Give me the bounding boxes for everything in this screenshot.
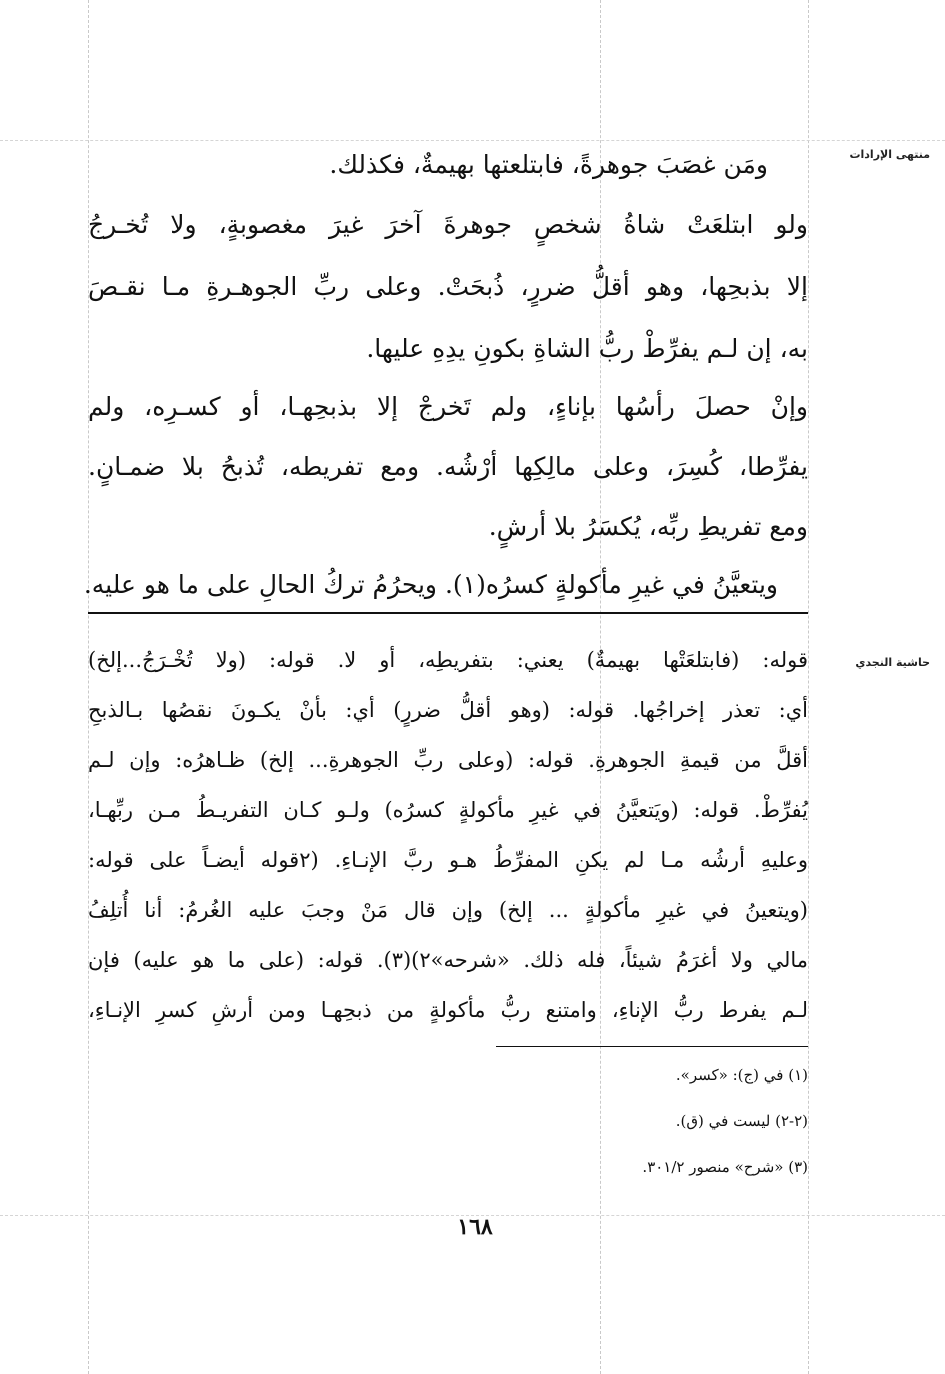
main-line: ومع تفريطِ ربِّه، يُكسَرُ بلا أرشٍ. xyxy=(488,512,808,541)
main-line: إلا بذبحِها، وهو أقلُّ ضررٍ، ذُبحَتْ. وعلى ربِّ الجوهـرةِ مـا نقـصَ xyxy=(88,272,808,301)
commentary-line: (ويتعينُ في غيرِ مأكولةٍ ... إلخ) وإن قال مَنْ وجبَ عليه الغُرمُ: أنا أُتلِفُ xyxy=(88,898,808,922)
page-number: ١٦٨ xyxy=(457,1214,493,1240)
footnote: (٣) «شرح» منصور ٣٠١/٢. xyxy=(642,1158,808,1176)
commentary-line: أقلَّ من قيمةِ الجوهرةِ. قوله: (وعلى ربِّ الجوهرةِ... إلخ) ظـاهرُه: وإن لـم xyxy=(88,748,808,772)
section-divider xyxy=(88,612,808,614)
commentary-line: أي: تعذر إخراجُها. قوله: (وهو أقلُّ ضررٍ) أي: بأنْ يكـونَ نقصُها بـالذبحِ xyxy=(88,698,808,722)
main-text-block xyxy=(83,150,808,610)
footnote: (١) في (ج): «كسر». xyxy=(675,1066,808,1084)
main-line: به، إن لـم يفرِّطْ ربُّ الشاةِ بكونِ يدِهِ عليها. xyxy=(366,334,808,363)
main-line: ويتعيَّنُ في غيرِ مأكولةٍ كسرُه(١). ويحرُمُ تركُ الحالِ على ما هو عليه. xyxy=(83,570,778,599)
main-line: ولو ابتلعَتْ شاةُ شخصٍ جوهرةَ آخرَ غيرَ مغصوبةٍ، ولا تُخـرجُ xyxy=(88,210,808,239)
commentary-label: حاشية النجدي xyxy=(855,656,930,669)
commentary-line: مالي ولا أغرَمُ شيئاً، فله ذلك. «شرحه»٢)(٣). قوله: (على ما هو عليه) فإن xyxy=(88,948,808,972)
commentary-line: يُفرِّطْ. قوله: (ويَتعيَّنُ في غيرِ مأكولةٍ كسرُه) ولـو كـان التفريـطُ مـن ربِّهـا، xyxy=(88,798,808,822)
commentary-line: لـم يفرط ربُّ الإناءِ، وامتنع ربُّ مأكولةٍ من ذبحِهـا ومن أرشِ كسرِ الإنـاءِ، xyxy=(88,998,808,1022)
main-line: يفرِّطا، كُسِرَ، وعلى مالِكِها أرْشُه. ومع تفريطه، تُذبحُ بلا ضمـانٍ. xyxy=(88,452,808,481)
commentary-line: وعليهِ أرشُه مـا لم يكنِ المفرِّطُ هـو ربَّ الإنـاءِ. (٢قوله أيضـاً على قوله: xyxy=(88,848,808,872)
main-line: وإنْ حصلَ رأسُها بإناءٍ، ولم تَخرجْ إلا بذبحِهـا، أو كسـرِه، ولم xyxy=(88,392,808,421)
footnote-divider xyxy=(496,1046,808,1047)
commentary-line: قوله: (فابتلعَتْها بهيمةٌ) يعني: بتفريطِه، أو لا. قوله: (ولا تُخْـرَجُ...إلخ) xyxy=(88,648,808,672)
commentary-block xyxy=(88,648,808,1048)
scan-guide-line xyxy=(0,140,945,141)
main-line: ومَن غصَبَ جوهرةً، فابتلعتها بهيمةٌ، فكذلك. xyxy=(329,150,768,179)
main-text-label: منتهى الإرادات xyxy=(849,148,930,161)
scan-guide-line xyxy=(808,0,809,1374)
footnote: (٢-٢) ليست في (ق). xyxy=(675,1112,808,1130)
